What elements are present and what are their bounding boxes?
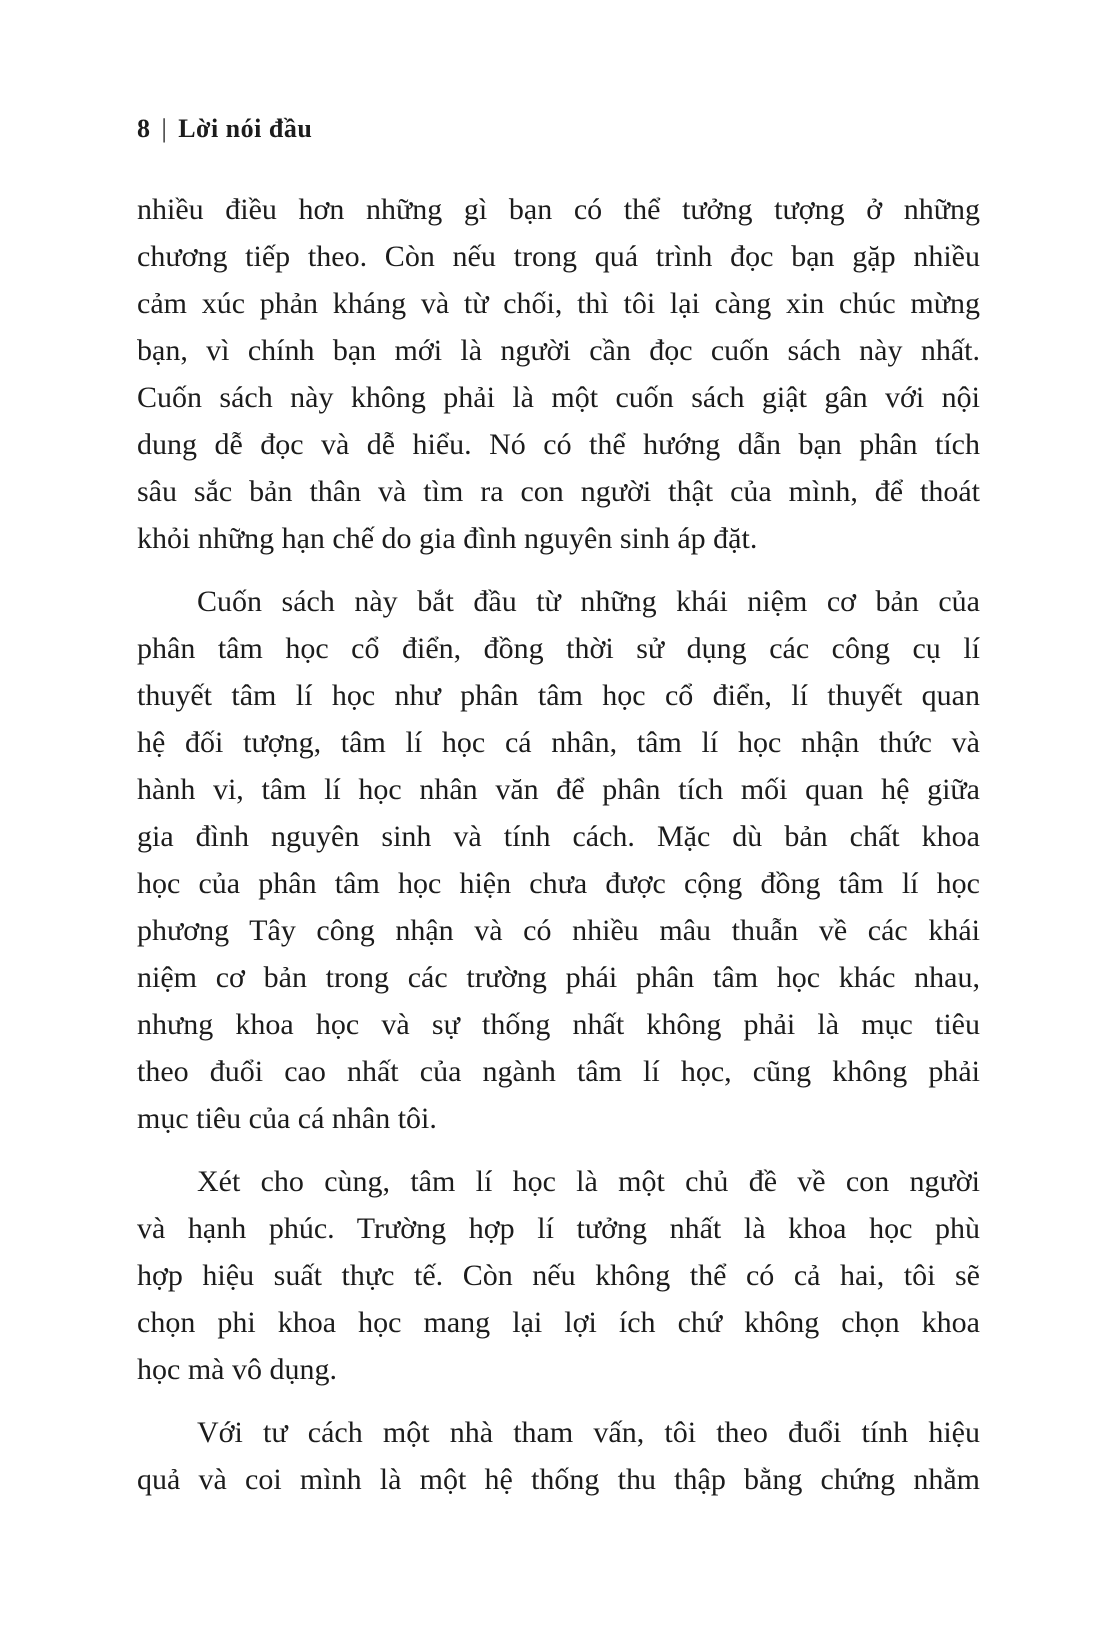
header-separator: |: [161, 114, 168, 143]
paragraph: [137, 1158, 980, 1393]
text-line: phương Tây công nhận và có nhiều mâu thuẫn về các khái: [137, 914, 980, 947]
text-line: Xét cho cùng, tâm lí học là một chủ đề về con người: [197, 1165, 980, 1198]
body-text: [137, 186, 980, 1503]
text-line: thuyết tâm lí học như phân tâm học cổ điển, lí thuyết quan: [137, 679, 980, 712]
text-line: hệ đối tượng, tâm lí học cá nhân, tâm lí học nhận thức và: [137, 726, 980, 759]
text-line: Cuốn sách này bắt đầu từ những khái niệm cơ bản của: [197, 585, 980, 618]
text-line: chương tiếp theo. Còn nếu trong quá trình đọc bạn gặp nhiều: [137, 240, 980, 273]
text-line: Với tư cách một nhà tham vấn, tôi theo đuổi tính hiệu: [197, 1416, 980, 1449]
text-line: nhiều điều hơn những gì bạn có thể tưởng tượng ở những: [137, 193, 980, 226]
text-line: theo đuổi cao nhất của ngành tâm lí học, cũng không phải: [137, 1055, 980, 1088]
text-line: khỏi những hạn chế do gia đình nguyên sinh áp đặt.: [137, 522, 758, 555]
text-line: Cuốn sách này không phải là một cuốn sách giật gân với nội: [137, 381, 980, 414]
text-line: chọn phi khoa học mang lại lợi ích chứ không chọn khoa: [137, 1306, 980, 1339]
text-line: quả và coi mình là một hệ thống thu thập bằng chứng nhằm: [137, 1463, 980, 1496]
text-line: mục tiêu của cá nhân tôi.: [137, 1102, 437, 1135]
text-line: cảm xúc phản kháng và từ chối, thì tôi lại càng xin chúc mừng: [137, 287, 980, 320]
text-line: học mà vô dụng.: [137, 1353, 337, 1386]
page-header: [137, 112, 312, 146]
paragraph: [137, 578, 980, 1142]
paragraph: [137, 186, 980, 562]
text-line: hợp hiệu suất thực tế. Còn nếu không thể có cả hai, tôi sẽ: [137, 1259, 980, 1292]
text-line: và hạnh phúc. Trường hợp lí tưởng nhất là khoa học phù: [137, 1212, 980, 1245]
text-line: niệm cơ bản trong các trường phái phân tâm học khác nhau,: [137, 961, 980, 994]
text-line: nhưng khoa học và sự thống nhất không phải là mục tiêu: [137, 1008, 980, 1041]
section-title: Lời nói đầu: [178, 114, 313, 143]
page-number: 8: [137, 114, 151, 143]
text-line: phân tâm học cổ điển, đồng thời sử dụng các công cụ lí: [137, 632, 980, 665]
text-line: sâu sắc bản thân và tìm ra con người thật của mình, để thoát: [137, 475, 980, 508]
paragraph: [137, 1409, 980, 1503]
text-line: bạn, vì chính bạn mới là người cần đọc cuốn sách này nhất.: [137, 334, 980, 367]
text-line: dung dễ đọc và dễ hiểu. Nó có thể hướng dẫn bạn phân tích: [137, 428, 980, 461]
text-line: học của phân tâm học hiện chưa được cộng đồng tâm lí học: [137, 867, 980, 900]
text-line: gia đình nguyên sinh và tính cách. Mặc dù bản chất khoa: [137, 820, 980, 853]
text-line: hành vi, tâm lí học nhân văn để phân tích mối quan hệ giữa: [137, 773, 980, 806]
